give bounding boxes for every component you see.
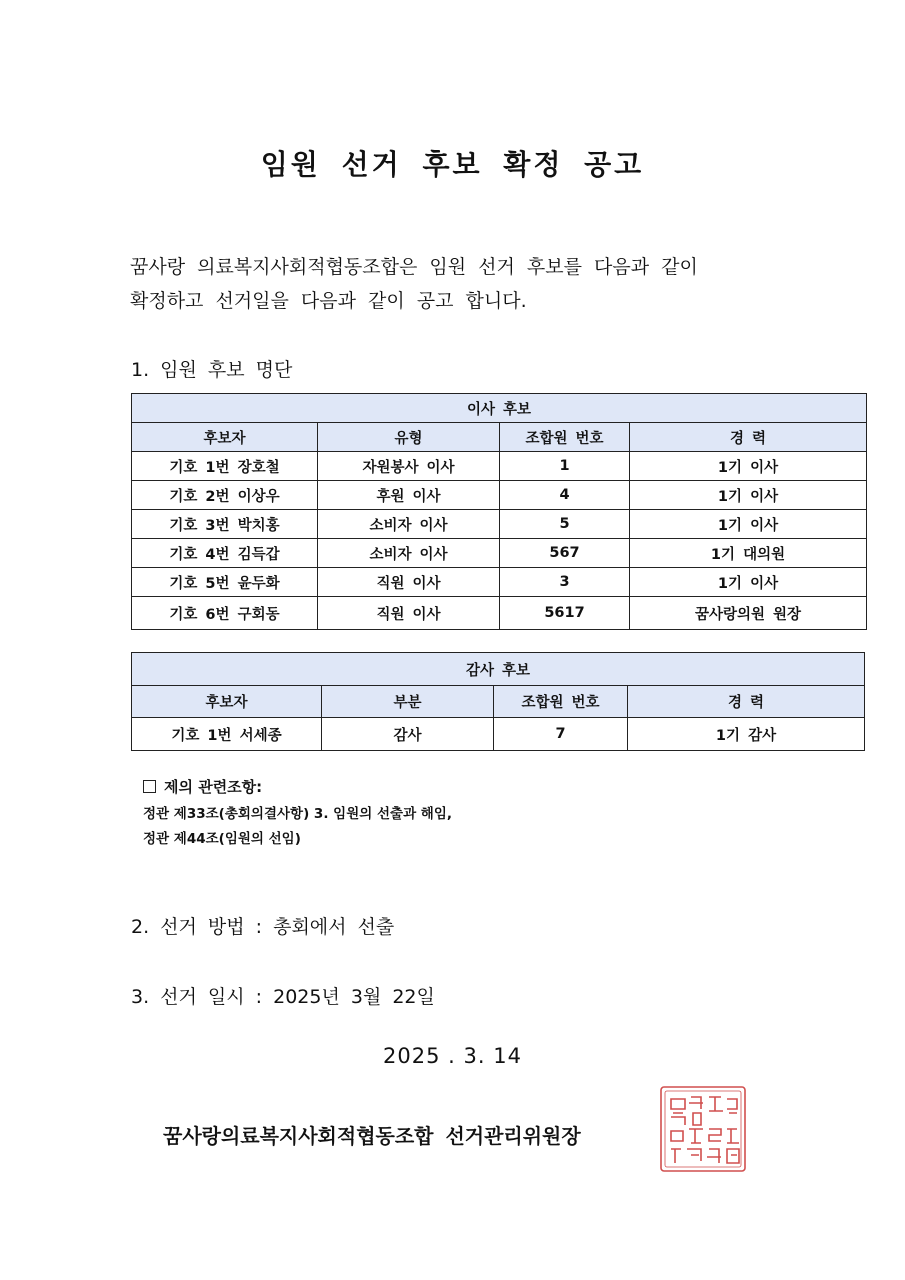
candidate-type-cell: 감사: [322, 718, 494, 751]
provisions-heading: [143, 775, 452, 800]
director-table-caption: 이사 후보: [132, 394, 867, 423]
intro-paragraph: [130, 250, 830, 318]
table-header-row: [132, 423, 867, 452]
candidate-type-cell: 소비자 이사: [318, 510, 500, 539]
member-number-cell: 1: [500, 452, 630, 481]
intro-line-2: 확정하고 선거일을 다음과 같이 공고 합니다.: [130, 290, 527, 312]
candidate-name-cell: 기호 4번 김득갑: [132, 539, 318, 568]
member-number-cell: 5617: [500, 597, 630, 630]
table-caption-row: [132, 653, 865, 686]
table-row: [132, 718, 865, 751]
column-header: 조합원 번호: [494, 686, 628, 718]
auditor-candidates-table: [131, 652, 865, 751]
provisions-heading-text: 제의 관련조항:: [164, 778, 263, 796]
table-row: [132, 510, 867, 539]
column-header: 유형: [318, 423, 500, 452]
column-header: 후보자: [132, 423, 318, 452]
table-row: [132, 597, 867, 630]
seal-strokes: [661, 1087, 745, 1171]
page-title: 임원 선거 후보 확정 공고: [260, 148, 645, 181]
table-row: [132, 452, 867, 481]
table-row: [132, 481, 867, 510]
column-header: 후보자: [132, 686, 322, 718]
table-row: [132, 539, 867, 568]
provision-ref-1: 정관 제33조(총회의결사항) 3. 임원의 선출과 해임,: [143, 806, 453, 822]
provision-ref-2: 정관 제44조(임원의 선임): [143, 831, 301, 847]
member-number-cell: 5: [500, 510, 630, 539]
auditor-table-caption: 감사 후보: [132, 653, 865, 686]
signer-title: 꿈사랑의료복지사회적협동조합 선거관리위원장: [163, 1124, 581, 1148]
candidate-type-cell: 자원봉사 이사: [318, 452, 500, 481]
career-cell: 1기 이사: [630, 510, 867, 539]
career-cell: 1기 대의원: [630, 539, 867, 568]
candidate-type-cell: 직원 이사: [318, 568, 500, 597]
director-candidates-table: [131, 393, 867, 630]
announcement-date: 2025 . 3. 14: [383, 1044, 522, 1068]
candidate-type-cell: 후원 이사: [318, 481, 500, 510]
table-header-row: [132, 686, 865, 718]
candidate-name-cell: 기호 5번 윤두화: [132, 568, 318, 597]
candidate-type-cell: 직원 이사: [318, 597, 500, 630]
member-number-cell: 3: [500, 568, 630, 597]
section-3-election-date: 3. 선거 일시 : 2025년 3월 22일: [131, 986, 435, 1008]
table-caption-row: [132, 394, 867, 423]
candidate-name-cell: 기호 1번 서세종: [132, 718, 322, 751]
column-header: 경 력: [628, 686, 865, 718]
table-row: [132, 568, 867, 597]
career-cell: 1기 이사: [630, 568, 867, 597]
column-header: 조합원 번호: [500, 423, 630, 452]
candidate-name-cell: 기호 6번 구회동: [132, 597, 318, 630]
candidate-type-cell: 소비자 이사: [318, 539, 500, 568]
career-cell: 1기 이사: [630, 452, 867, 481]
official-seal-stamp: [657, 1083, 749, 1175]
candidate-name-cell: 기호 1번 장호철: [132, 452, 318, 481]
checkbox-square-icon: [143, 780, 156, 793]
candidate-name-cell: 기호 3번 박치홍: [132, 510, 318, 539]
member-number-cell: 4: [500, 481, 630, 510]
column-header: 경 력: [630, 423, 867, 452]
section-1-heading: 1. 임원 후보 명단: [131, 359, 293, 381]
candidate-name-cell: 기호 2번 이상우: [132, 481, 318, 510]
intro-line-1: 꿈사랑 의료복지사회적협동조합은 임원 선거 후보를 다음과 같이: [130, 256, 698, 278]
career-cell: 꿈사랑의원 원장: [630, 597, 867, 630]
column-header: 부분: [322, 686, 494, 718]
career-cell: 1기 이사: [630, 481, 867, 510]
career-cell: 1기 감사: [628, 718, 865, 751]
member-number-cell: 567: [500, 539, 630, 568]
section-2-election-method: 2. 선거 방법 : 총회에서 선출: [131, 916, 395, 938]
related-provisions: [143, 775, 452, 852]
member-number-cell: 7: [494, 718, 628, 751]
